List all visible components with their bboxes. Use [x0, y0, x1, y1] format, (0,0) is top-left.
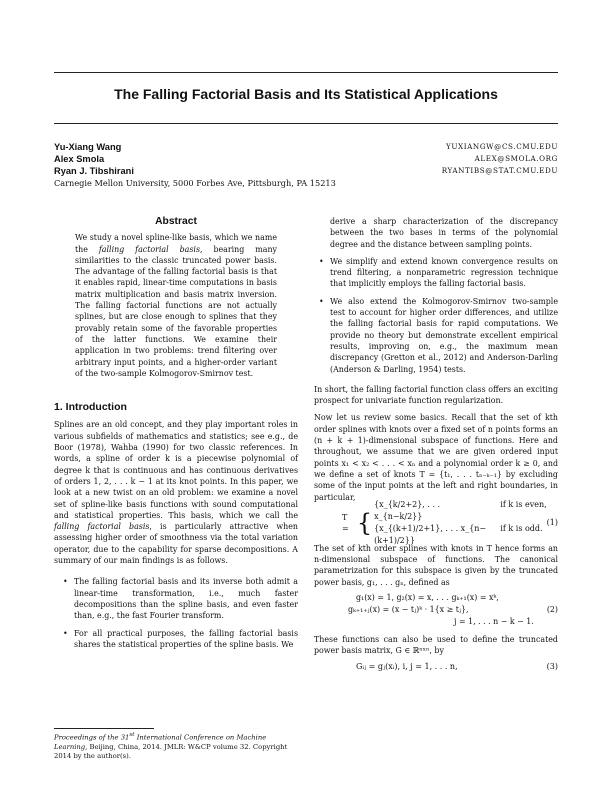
- author-row: [54, 153, 558, 165]
- eq1-cond1: if k is even,: [500, 499, 547, 509]
- equation-2: [314, 592, 558, 628]
- author-name: Ryan J. Tibshirani: [54, 166, 134, 176]
- bullet-continuation: derive a sharp characterization of the discrepancy between the two bases in terms of the polynomial degree and the distance between sampling points.: [330, 217, 558, 249]
- list-item: • The falling factorial basis and its inverse both admit a linear-time transformation, i.e., much faster decompositions than the spline basis, and even faster than, e.g., the fast Fourier transform.: [62, 576, 298, 621]
- author-name: Yu-Xiang Wang: [54, 142, 122, 152]
- author-email[interactable]: ALEX@SMOLA.ORG: [474, 154, 558, 163]
- eq1-case1: {x_{k/2+2}, . . . x_{n−k/2}}: [374, 499, 441, 521]
- findings-list: [314, 256, 558, 375]
- footnote-rule: [54, 728, 154, 729]
- list-item: • For all practical purposes, the falling factorial basis shares the statistical properties of the spline basis. We: [62, 628, 298, 651]
- abstract: [54, 216, 298, 379]
- eq1-cond2: if k is odd.: [500, 523, 543, 533]
- eq1-cases: [374, 499, 547, 547]
- eq2-number: (2): [546, 605, 558, 615]
- author-email[interactable]: YUXIANGW@CS.CMU.EDU: [445, 142, 558, 151]
- eq2-line2: gₖ₊₁₊ⱼ(x) = (x − tⱼ)ᵏ · 1{x ≥ tⱼ},: [348, 605, 469, 615]
- list-item: • We simplify and extend known convergence results on trend filtering, a nonparametric regression technique that implicitly employs the falling factorial basis.: [318, 256, 558, 290]
- eq1-number: (1): [546, 518, 558, 528]
- section-heading-introduction: 1. Introduction: [54, 401, 127, 414]
- eq2-line3: j = 1, . . . n − k − 1.: [454, 617, 534, 627]
- abstract-text: We study a novel spline-like basis, which we name the falling factorial basis, bearing many similarities to the classic truncated power basis. The advantage of the falling factorial basis is that it enables rapid, linear-time computations in basis matrix multiplication and basis matrix inversion. The falling factorial functions are not actually splines, but are close enough to splines that they provably retain some of the favorable properties of the latter functions. We examine their application in two problems: trend filtering over arbitrary input points, and a higher-order variant of the two-sample Kolmogorov-Smirnov test.: [75, 233, 277, 378]
- eq3-number: (3): [546, 661, 558, 671]
- author-row: [54, 141, 558, 153]
- equation-3: [314, 661, 558, 672]
- affiliation: Carnegie Mellon University, 5000 Forbes Ave, Pittsburgh, PA 15213: [54, 178, 336, 188]
- right-column: [314, 216, 558, 672]
- eq1-case2: {x_{(k+1)/2+1}, . . . x_{n−(k+1)/2}}: [374, 523, 487, 545]
- eq1-lhs: T =: [342, 512, 349, 533]
- list-item: • We also extend the Kolmogorov-Smirnov two-sample test to account for higher order differences, and utilize the falling factorial basis for rapid computations. We provide no theory but demonstrate excellent empirical results, improving on, e.g., the maximum mean discrepancy (Gretton et al., 2012) and Anderson-Darling (Anderson & Darling, 1954) tests.: [318, 296, 558, 375]
- left-column: [54, 216, 298, 650]
- footnote: [54, 728, 298, 761]
- eq3-body: Gᵢⱼ = gⱼ(xᵢ), i, j = 1, . . . n,: [356, 661, 458, 671]
- findings-list: [54, 576, 298, 650]
- paragraph-review: Now let us review some basics. Recall that the set of kth order splines with knots over a fixed set of n points forms an (n + k + 1)-dimensional subspace of functions. Here and throughout, we assume that we are given ordered input points x₁ < x₂ < . . . < xₙ and a polynomial order k ≥ 0, and we define a set of knots T = {t₁, . . . tₙ₋ₖ₋₁} by excluding some of the input points at the left and right boundaries, in particular,: [314, 413, 558, 502]
- abstract-heading: Abstract: [155, 216, 197, 227]
- equation-1: [314, 499, 558, 545]
- paper-title: The Falling Factorial Basis and Its Statistical Applications: [114, 86, 498, 102]
- paragraph-set: The set of kth order splines with knots in T hence forms an n-dimensional subspace of functions. The canonical parametrization for this subspace is given by the truncated power basis, g₁, . . . gₙ, defined as: [314, 543, 558, 587]
- paragraph-these: These functions can also be used to define the truncated power basis matrix, G ∈ ℝⁿˣⁿ, by: [314, 635, 558, 656]
- author-name: Alex Smola: [54, 154, 105, 164]
- author-email[interactable]: RYANTIBS@STAT.CMU.EDU: [441, 166, 558, 175]
- top-rule: [54, 72, 558, 73]
- author-row: [54, 165, 558, 177]
- footnote-text: Proceedings of the 31st International Conference on Machine Learning, Beijing, China, 2014. JMLR: W&CP volume 32. Copyright 2014 by the author(s).: [54, 732, 288, 760]
- eq1-brace: {: [356, 508, 373, 537]
- intro-paragraph: Splines are an old concept, and they play important roles in various subfields of mathematics and statistics; see e.g., de Boor (1978), Wahba (1990) for two classic references. In words, a spline of order k is a piecewise polynomial of degree k that is continuous and has continuous derivatives of orders 1, 2, . . . k − 1 at its knot points. In this paper, we look at a new twist on an old problem: we examine a novel set of spline-like basis functions with sound computational and statistical properties. This basis, which we call the falling factorial basis, is particularly attractive when assessing higher order of smoothness via the total variation operator, due to the capability for sparse decompositions. A summary of our main findings is as follows.: [54, 420, 298, 566]
- eq2-line1: g₁(x) = 1, g₂(x) = x, . . . gₖ₊₁(x) = xᵏ,: [356, 593, 499, 603]
- paragraph-short: In short, the falling factorial function class offers an exciting prospect for univariate function regularization.: [314, 384, 558, 406]
- title-bottom-rule: [54, 123, 558, 124]
- author-block: [54, 141, 558, 189]
